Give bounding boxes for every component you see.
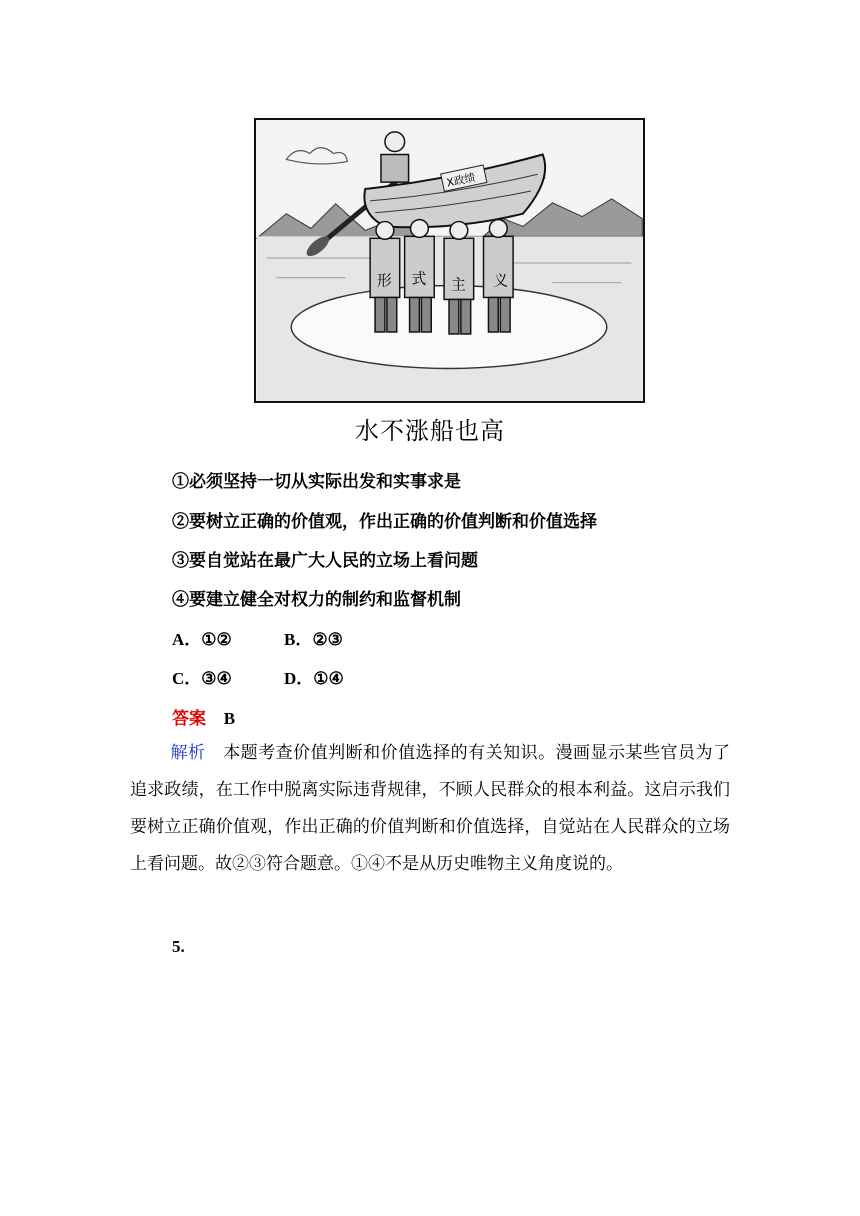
answer-value: B xyxy=(223,709,236,728)
choice-c-label: C． xyxy=(172,669,202,688)
choice-a-value: ①② xyxy=(201,630,232,650)
analysis-paragraph xyxy=(130,735,730,883)
bearer-char-2: 式 xyxy=(411,270,427,288)
choice-d-label: D． xyxy=(284,669,314,688)
option-3: ③要自觉站在最广大人民的立场上看问题 xyxy=(172,551,478,571)
choice-c xyxy=(172,664,232,689)
cartoon-illustration xyxy=(254,118,645,403)
bearer-char-4: 义 xyxy=(493,272,509,290)
answer-label: 答案 xyxy=(172,709,206,729)
analysis-text: 本题考查价值判断和价值选择的有关知识。漫画显示某些官员为了追求政绩，在工作中脱离实际违背规律，不顾人民群众的根本利益。这启示我们要树立正确价值观，作出正确的价值判断和价值选择，自觉站在人民群众的立场上看问题。故②③符合题意。①④不是从历史唯物主义角度说的。 xyxy=(130,743,731,874)
option-1: ①必须坚持一切从实际出发和实事求是 xyxy=(172,472,461,492)
choice-b xyxy=(284,625,343,650)
cartoon-caption: 水不涨船也高 xyxy=(355,417,505,445)
option-2: ②要树立正确的价值观，作出正确的价值判断和价值选择 xyxy=(172,512,597,532)
choice-b-value: ②③ xyxy=(312,630,343,650)
choice-a xyxy=(172,625,232,650)
next-question-number: 5. xyxy=(172,937,185,956)
answer-line xyxy=(172,704,235,729)
bearer-char-3: 主 xyxy=(450,276,466,294)
choice-c-value: ③④ xyxy=(201,669,232,689)
bearer-char-1: 形 xyxy=(377,272,392,290)
choice-d xyxy=(284,664,344,689)
choice-a-label: A． xyxy=(172,630,202,649)
choice-d-value: ①④ xyxy=(313,669,344,689)
choice-b-label: B． xyxy=(284,630,313,649)
option-4: ④要建立健全对权力的制约和监督机制 xyxy=(172,590,461,610)
analysis-label: 解析 xyxy=(170,743,206,763)
boat-label: X政绩 xyxy=(445,170,477,190)
